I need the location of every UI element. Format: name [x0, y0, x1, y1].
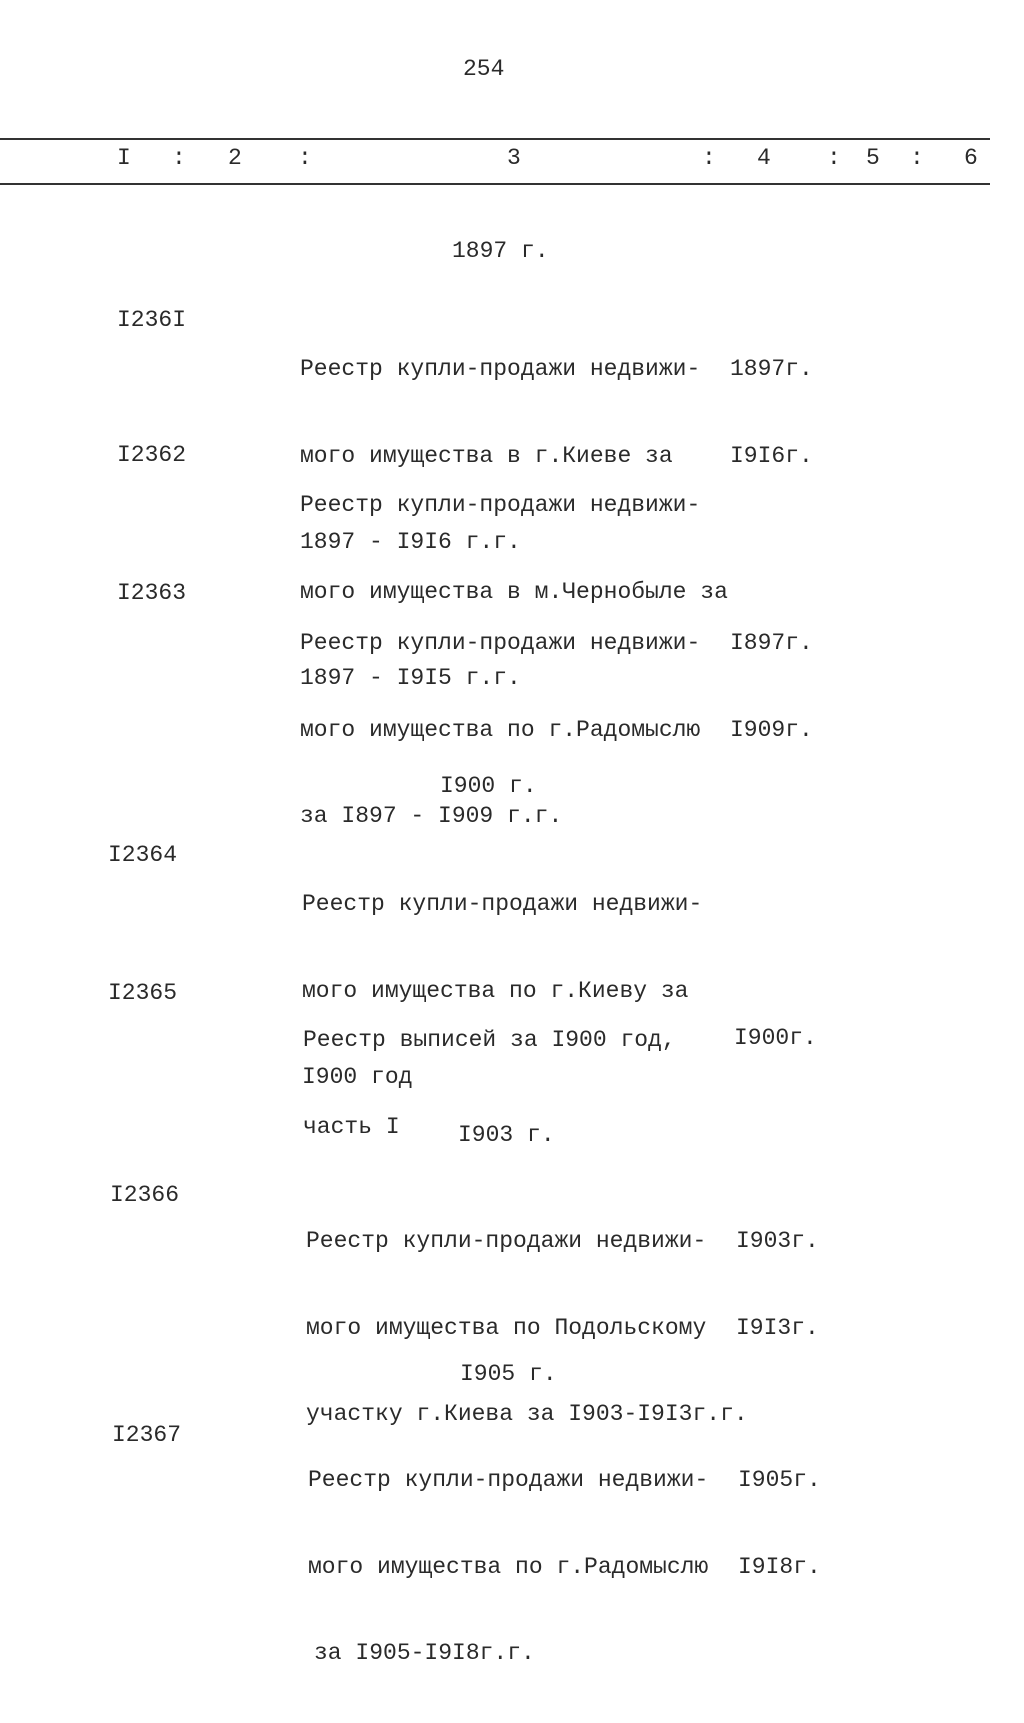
column-4: 4: [757, 145, 771, 171]
entry-number: I2365: [108, 980, 178, 1006]
description-line: Реестр купли-продажи недвижи-: [308, 1467, 709, 1493]
column-1: I: [117, 145, 131, 171]
date-start: I900г.: [734, 1025, 817, 1051]
date-end: I9I6г.: [730, 442, 813, 469]
description-line: мого имущества по г.Радомыслю: [308, 1553, 709, 1580]
description-line: за I897 - I909 г.г.: [300, 803, 563, 829]
description-line: мого имущества по г.Киеву за: [302, 977, 689, 1004]
section-year: I903 г.: [458, 1122, 555, 1148]
entry-dates: [738, 1411, 821, 1636]
entry-dates: [736, 1172, 819, 1397]
date-start: I903г.: [736, 1228, 819, 1254]
page-number: 254: [463, 56, 505, 82]
date-end: I909г.: [730, 716, 813, 743]
column-3: 3: [507, 145, 521, 171]
description-line: 1897 - I9I5 г.г.: [300, 665, 521, 691]
description-line: Реестр купли-продажи недвижи-: [300, 356, 701, 382]
column-5: 5: [866, 145, 880, 171]
separator: :: [298, 145, 312, 171]
description-line: I900 год: [302, 1064, 413, 1090]
entry-number: I2364: [108, 842, 178, 868]
entry-description: [308, 1411, 708, 1723]
description-line: Реестр купли-продажи недвижи-: [302, 891, 703, 917]
description-line: Реестр купли-продажи недвижи-: [300, 630, 701, 656]
separator: :: [910, 145, 924, 171]
section-year: 1897 г.: [452, 238, 549, 264]
header-top-rule: [0, 138, 990, 140]
description-line: мого имущества в м.Чернобыле за: [300, 578, 728, 605]
column-2: 2: [228, 145, 242, 171]
separator: :: [827, 145, 841, 171]
header-bottom-rule: [0, 183, 990, 185]
section-year: I900 г.: [440, 773, 537, 799]
column-6: 6: [964, 145, 978, 171]
description-line: мого имущества по Подольскому: [306, 1314, 707, 1341]
date-end: I9I3г.: [736, 1314, 819, 1341]
description-line: Реестр купли-продажи недвижи-: [306, 1228, 707, 1254]
entry-dates: [734, 969, 817, 1108]
date-start: 1897г.: [730, 356, 813, 382]
entry-dates: [730, 574, 813, 799]
entry-number: I2362: [117, 442, 187, 468]
description-line: Реестр купли-продажи недвижи-: [300, 492, 701, 518]
description-line: мого имущества в г.Киеве за: [300, 442, 673, 469]
separator: :: [702, 145, 716, 171]
separator: :: [172, 145, 186, 171]
entry-number: I2366: [110, 1182, 180, 1208]
date-start: I905г.: [738, 1467, 821, 1493]
entry-number: I236I: [117, 307, 187, 333]
date-start: I897г.: [730, 630, 813, 656]
entry-number: I2367: [112, 1422, 182, 1448]
entry-description: [303, 971, 676, 1196]
entry-number: I2363: [117, 580, 187, 606]
section-year: I905 г.: [460, 1361, 557, 1387]
description-line: участку г.Киева за I903-I9I3г.г.: [306, 1401, 748, 1427]
description-line: часть I: [303, 1113, 400, 1140]
entry-dates: [730, 300, 813, 525]
description-line: 1897 - I9I6 г.г.: [300, 529, 521, 555]
description-line: Реестр выписей за I900 год,: [303, 1027, 676, 1053]
description-line: за I905-I9I8г.г.: [314, 1640, 535, 1666]
date-end: I9I8г.: [738, 1553, 821, 1580]
description-line: мого имущества по г.Радомыслю: [300, 716, 701, 743]
